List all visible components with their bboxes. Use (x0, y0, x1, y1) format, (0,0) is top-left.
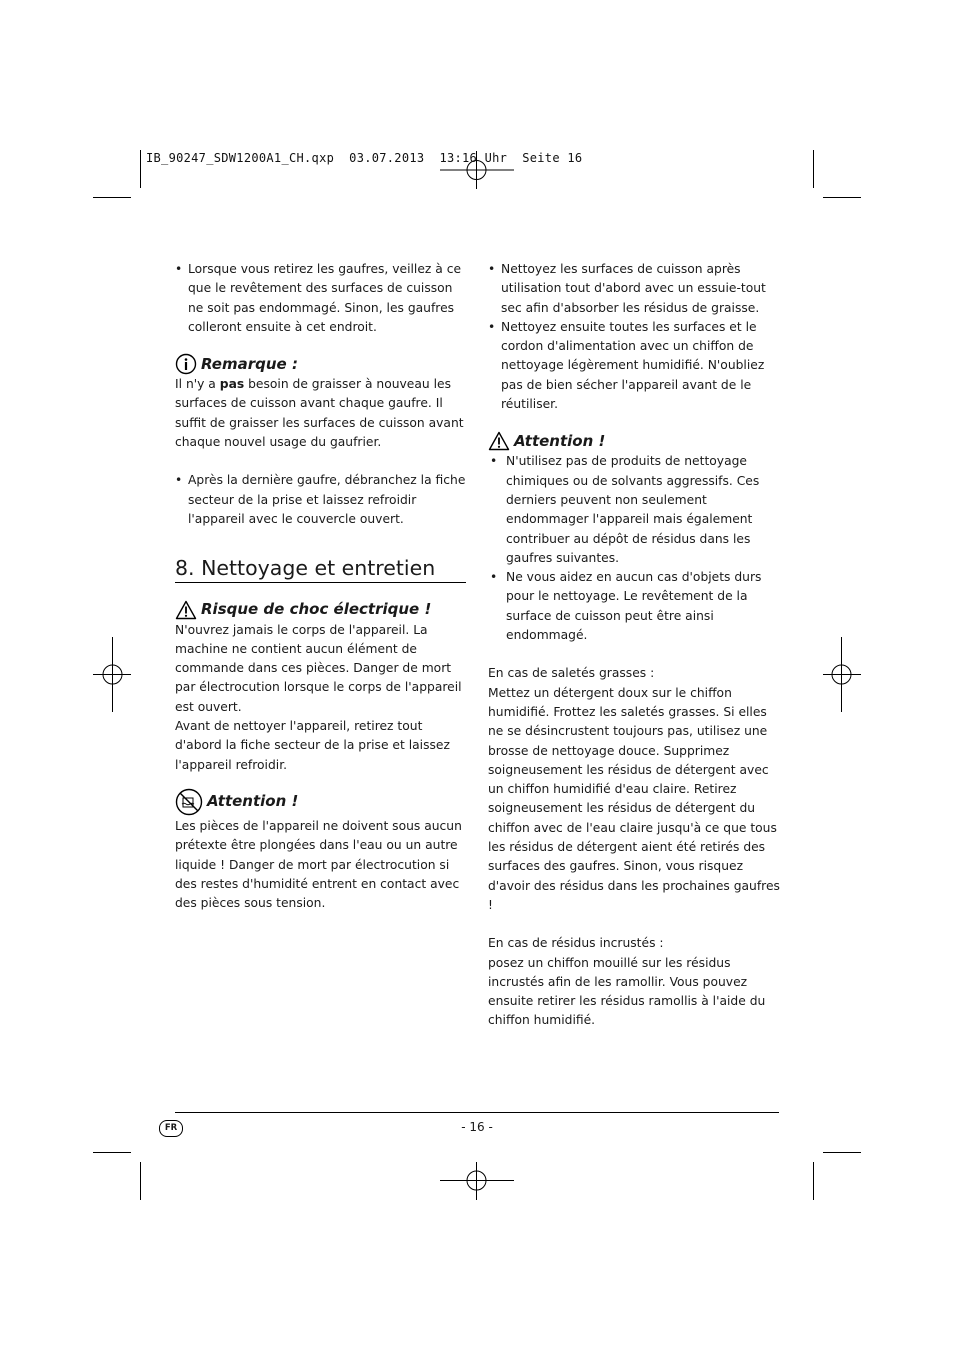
no-immersion-icon (175, 788, 203, 816)
attention-title: Attention ! (207, 792, 299, 811)
risque-title: Risque de choc électrique ! (201, 599, 432, 618)
risque-para: Avant de nettoyer l'appareil, retirez tout d'abord la fiche secteur de la prise et laissez l'appareil refroidir. (175, 719, 450, 772)
attention-text: Les pièces de l'appareil ne doivent sous aucun prétexte être plongées dans l'eau ou un autre liquide ! Danger de mort par électrocution si des restes d'humidité entrent en contact avec des pièces sous tension. (175, 818, 462, 911)
print-slug: IB_90247_SDW1200A1_CH.qxp 03.07.2013 13:16 Uhr Seite 16 (146, 151, 583, 165)
remarque-heading (175, 353, 467, 375)
list-item: • Nettoyez ensuite toutes les surfaces et le cordon d'alimentation avec un chiffon de nettoyage légèrement humidifié. N'oubliez pas de bien sécher l'appareil avant de le réutiliser. (488, 318, 780, 414)
attention-heading (175, 787, 467, 817)
left-column (175, 260, 467, 913)
list-item: • Ne vous aidez en aucun cas d'objets durs pour le nettoyage. Le revêtement de la surface de cuisson peut être ainsi endommagé. (488, 568, 780, 645)
risque-heading (175, 599, 467, 621)
grasses-text: Mettez un détergent doux sur le chiffon humidifié. Frottez les saletés grasses. Si elles ne se désincrustent toujours pas, utilisez une brosse de nettoyage douce. Supprimez soigneusement les résidus de détergent avec un chiffon humidifié d'eau claire. Retirez soigneusement les résidus de détergent du chiffon avec de l'eau claire jusqu'à ce que tous les résidus de détergent aient été retirés des surfaces des gaufres. Sinon, vous risquez d'avoir des résidus dans les prochaines gaufres ! (488, 685, 780, 912)
page-number: - 16 - (461, 1120, 493, 1134)
remarque-title: Remarque : (201, 354, 298, 373)
list-item: • Après la dernière gaufre, débranchez la fiche secteur de la prise et laissez refroidir l'appareil avec le couvercle ouvert. (175, 471, 467, 529)
attention-title: Attention ! (514, 431, 606, 450)
grasses-label: En cas de saletés grasses : (488, 666, 655, 681)
remarque-text: Il n'y a pas besoin de graisser à nouveau les surfaces de cuisson avant chaque gaufre. Il suffit de graisser les surfaces de cuisson avant chaque nouvel usage du gaufrier. (175, 377, 464, 450)
section-title: 8. Nettoyage et entretien (175, 559, 466, 582)
info-icon (175, 353, 197, 375)
list-item: • Nettoyez les surfaces de cuisson après utilisation tout d'abord avec un essuie-tout sec afin d'absorber les résidus de graisse. (488, 260, 780, 318)
warning-icon (488, 431, 510, 451)
risque-para: N'ouvrez jamais le corps de l'appareil. La machine ne contient aucun élément de commande dans ces pièces. Danger de mort par électrocution lorsque le corps de l'appareil est ouvert. (175, 622, 462, 714)
incrustes-label: En cas de résidus incrustés : (488, 936, 664, 951)
attention-heading-right (488, 430, 780, 452)
emphasis: pas (219, 377, 245, 392)
list-item: • Lorsque vous retirez les gaufres, veillez à ce que le revêtement des surfaces de cuisson ne soit pas endommagé. Sinon, les gaufres colleront ensuite à cet endroit. (175, 260, 467, 337)
footer-rule (175, 1112, 779, 1113)
incrustes-text: posez un chiffon mouillé sur les résidus incrustés afin de les ramollir. Vous pouvez ensuite retirer les résidus ramollis à l'aide du chiffon humidifié. (488, 955, 766, 1028)
language-badge: FR (159, 1120, 183, 1137)
warning-icon (175, 600, 197, 620)
right-column (488, 260, 780, 1031)
list-item: • N'utilisez pas de produits de nettoyage chimiques ou de solvants aggressifs. Ces derniers peuvent non seulement endommager l'appareil mais également contribuer au dépôt de résidus dans les gaufres suivantes. (488, 452, 780, 568)
